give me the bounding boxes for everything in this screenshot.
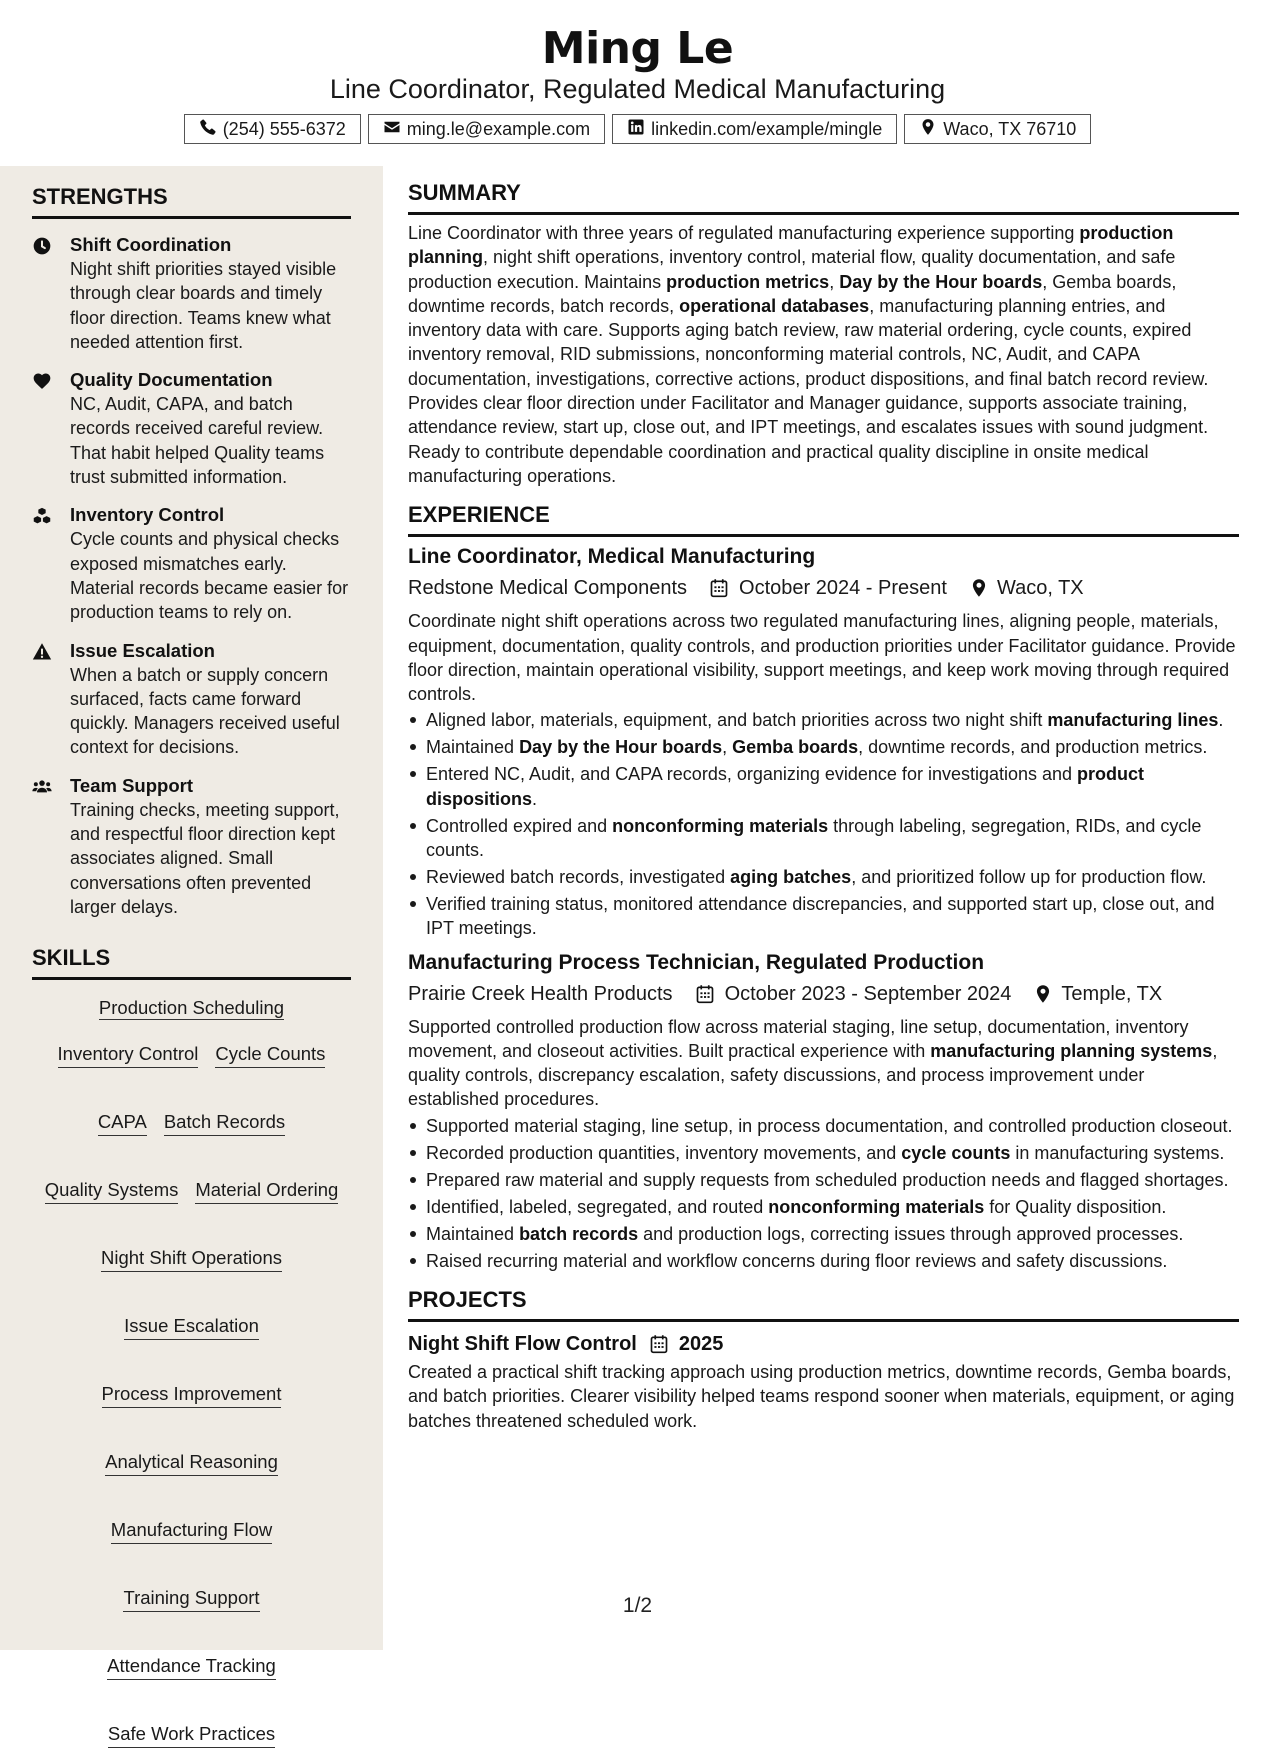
project-year: 2025 <box>678 1332 724 1355</box>
skill-tag: Analytical Reasoning <box>105 1450 278 1476</box>
calendar-icon <box>649 1334 669 1354</box>
bullet-item: Identified, labeled, segregated, and routed nonconforming materials for Quality disposition. <box>408 1195 1239 1219</box>
bullet-item: Supported material staging, line setup, in process documentation, and controlled production closeout. <box>408 1114 1239 1138</box>
linkedin-icon <box>627 118 645 141</box>
skill-row <box>32 996 351 1021</box>
bullet-item: Aligned labor, materials, equipment, and batch priorities across two night shift manufacturing lines. <box>408 708 1239 732</box>
job-description: Coordinate night shift operations across two regulated manufacturing lines, aligning people, materials, equipment, documentation, quality controls, and production priorities under Facilitator guidance. Provide floor direction, maintain operational visibility, support meetings, and keep work moving through required controls. <box>408 611 1236 705</box>
skills-heading: SKILLS <box>32 945 351 980</box>
map-pin-icon <box>1033 984 1053 1004</box>
calendar-icon <box>709 578 729 598</box>
strength-desc: Training checks, meeting support, and respectful floor direction kept associates aligned. Small conversations often prevented larger delays. <box>70 799 340 917</box>
strength-title: Team Support <box>70 774 193 796</box>
job-bullets <box>408 708 1239 940</box>
contact-bar <box>0 114 1275 144</box>
skill-tag: CAPA <box>98 1110 147 1136</box>
strengths-heading: STRENGTHS <box>32 184 351 219</box>
skill-tag: Training Support <box>123 1586 259 1612</box>
bullet-item: Raised recurring material and workflow concerns during floor reviews and safety discussions. <box>408 1249 1239 1273</box>
map-pin-icon <box>919 118 937 141</box>
strength-item <box>32 639 351 760</box>
bullet-item: Recorded production quantities, inventory movements, and cycle counts in manufacturing systems. <box>408 1141 1239 1165</box>
skill-tag: Issue Escalation <box>124 1314 259 1340</box>
candidate-name: Ming Le <box>541 23 734 74</box>
project-description: Created a practical shift tracking approach using production metrics, downtime records, Gemba boards, and batch priorities. Clearer visibility helped teams respond sooner when materials, equipment, or aging batches threatened scheduled work. <box>408 1361 1235 1431</box>
bullet-item: Verified training status, monitored attendance discrepancies, and supported start up, close out, and IPT meetings. <box>408 892 1239 941</box>
warning-icon <box>32 639 70 760</box>
job-meta <box>408 980 1239 1008</box>
skill-tag: Batch Records <box>164 1110 285 1136</box>
strength-desc: When a batch or supply concern surfaced, facts came forward quickly. Managers received useful context for decisions. <box>70 664 340 758</box>
strength-desc: NC, Audit, CAPA, and batch records received careful review. That habit helped Quality teams trust submitted information. <box>70 394 325 488</box>
bullet-item: Maintained batch records and production logs, correcting issues through approved processes. <box>408 1222 1239 1246</box>
boxes-icon <box>32 503 70 624</box>
skill-tag: Manufacturing Flow <box>111 1518 272 1544</box>
page-number: 1/2 <box>622 1594 653 1617</box>
envelope-icon <box>383 118 401 141</box>
main-content <box>408 180 1239 1433</box>
projects-heading: PROJECTS <box>408 1287 1239 1322</box>
strength-item <box>32 368 351 489</box>
strength-title: Quality Documentation <box>70 369 273 391</box>
bullet-item: Entered NC, Audit, and CAPA records, organizing evidence for investigations and product dispositions. <box>408 762 1239 811</box>
project-title: Night Shift Flow Control <box>408 1332 637 1355</box>
email-text: ming.le@example.com <box>406 118 591 139</box>
strength-item <box>32 233 351 354</box>
job-bullets <box>408 1114 1239 1273</box>
company-name: Redstone Medical Components <box>408 577 688 600</box>
heart-icon <box>32 368 70 489</box>
sidebar <box>0 166 383 1745</box>
phone-icon <box>199 118 217 141</box>
job-entry <box>408 949 1239 1273</box>
contact-location[interactable] <box>904 114 1091 144</box>
candidate-title: Line Coordinator, Regulated Medical Manufacturing <box>329 74 946 104</box>
job-dates: October 2024 - Present <box>739 577 947 600</box>
job-title: Line Coordinator, Medical Manufacturing <box>408 545 816 569</box>
job-dates: October 2023 - September 2024 <box>724 982 1012 1005</box>
skill-tag: Safe Work Practices <box>108 1722 275 1748</box>
job-location: Temple, TX <box>1061 982 1163 1005</box>
linkedin-text: linkedin.com/example/mingle <box>651 118 883 139</box>
strength-item <box>32 503 351 624</box>
skill-tag: Production Scheduling <box>98 997 285 1019</box>
job-meta <box>408 574 1239 602</box>
strength-title: Shift Coordination <box>70 234 232 255</box>
job-entry <box>408 543 1239 940</box>
strength-item <box>32 774 351 919</box>
strength-desc: Cycle counts and physical checks exposed mismatches early. Material records became easier for production teams to rely on. <box>70 529 349 623</box>
summary-text: Line Coordinator with three years of regulated manufacturing experience supporting production planning, night shift operations, inventory control, material flow, quality documentation, and safe production execution. Maintains production metrics, Day by the Hour boards, Gemba boards, downtime records, batch records, operational databases, manufacturing planning entries, and inventory data with care. Supports aging batch review, raw material ordering, cycle counts, expired inventory removal, RID submissions, nonconforming material controls, NC, Audit, and CAPA documentation, investigations, corrective actions, product dispositions, and final batch record review. Provides clear floor direction under Facilitator and Manager guidance, supports associate training, attendance review, start up, close out, and IPT meetings, and escalates issues with sound judgment. Ready to contribute dependable coordination and practical quality discipline in onsite medical manufacturing operations. <box>408 223 1209 486</box>
company-name: Prairie Creek Health Products <box>408 982 673 1005</box>
strength-title: Inventory Control <box>70 504 225 526</box>
skill-tag: Material Ordering <box>195 1178 338 1204</box>
contact-linkedin[interactable] <box>612 114 897 144</box>
skill-tag: Quality Systems <box>45 1178 179 1204</box>
users-icon <box>32 774 70 919</box>
bullet-item: Reviewed batch records, investigated aging batches, and prioritized follow up for production flow. <box>408 865 1239 889</box>
job-title: Manufacturing Process Technician, Regulated Production <box>408 950 985 974</box>
clock-icon <box>32 233 70 354</box>
bullet-item: Prepared raw material and supply requests from scheduled production needs and flagged shortages. <box>408 1168 1239 1192</box>
skills-list <box>32 996 351 1748</box>
experience-heading: EXPERIENCE <box>408 502 1239 537</box>
strength-title: Issue Escalation <box>70 639 215 661</box>
skill-tag: Process Improvement <box>102 1382 282 1408</box>
contact-phone[interactable] <box>184 114 361 144</box>
map-pin-icon <box>969 578 989 598</box>
project-header <box>408 1330 1239 1358</box>
location-text: Waco, TX 76710 <box>943 118 1077 139</box>
job-location: Waco, TX <box>996 577 1084 600</box>
skill-tag: Cycle Counts <box>215 1042 325 1068</box>
bullet-item: Maintained Day by the Hour boards, Gemba boards, downtime records, and production metrics. <box>408 735 1239 759</box>
strength-desc: Night shift priorities stayed visible through clear boards and timely floor direction. Teams knew what needed attention first. <box>70 259 337 352</box>
contact-email[interactable] <box>368 114 605 144</box>
skill-tag: Inventory Control <box>58 1042 199 1068</box>
bullet-item: Controlled expired and nonconforming materials through labeling, segregation, RIDs, and cycle counts. <box>408 814 1239 863</box>
skill-tag: Attendance Tracking <box>107 1654 276 1680</box>
summary-heading: SUMMARY <box>408 180 1239 215</box>
calendar-icon <box>695 984 715 1004</box>
job-description: Supported controlled production flow across material staging, line setup, documentation, inventory movement, and closeout activities. Built practical experience with manufacturing planning systems, quality controls, discrepancy escalation, safety discussions, and process improvement under established procedures. <box>408 1016 1218 1110</box>
skill-tag: Night Shift Operations <box>101 1246 282 1272</box>
resume-header <box>0 0 1275 166</box>
phone-text: (254) 555-6372 <box>222 118 346 139</box>
